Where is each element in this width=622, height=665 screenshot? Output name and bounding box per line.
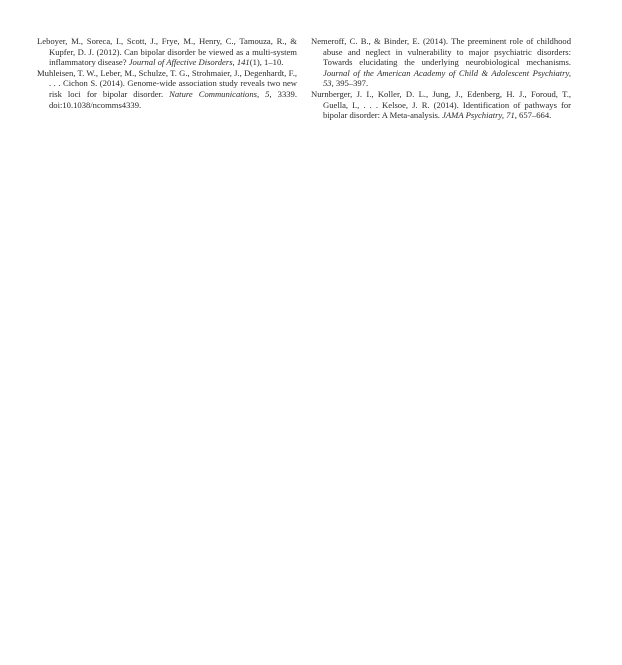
reference-authors: Leboyer, M., Soreca, I., Scott, J., Frye, M., Henry, C., Tamouza, R., & Kupfer, D. J. (2012).: [37, 36, 297, 57]
reference-issue: , 657–664.: [514, 110, 552, 121]
reference-issue: , 3339. doi:10.1038/ncomms4339.: [49, 88, 297, 110]
reference-title: Genome-wide association study reveals two new risk loci for bipolar disorder.: [49, 78, 298, 99]
reference-title: Can bipolar disorder be viewed as a multi-system inflammatory disease?: [49, 46, 297, 68]
reference-journal: Nature Communications, 5: [169, 88, 270, 99]
reference-entry-muhleisen: [37, 68, 297, 110]
reference-title: The preeminent role of childhood abuse and neglect in vulnerability to major psychiatric disorders: Towards elucidating the underlying neurobiological mechanisms.: [323, 36, 572, 68]
reference-authors: Nemeroff, C. B., & Binder, E. (2014).: [311, 36, 449, 46]
reference-journal: JAMA Psychiatry, 71: [442, 110, 515, 121]
reference-issue: (1), 1–10.: [249, 57, 284, 68]
reference-title: Identification of pathways for bipolar disorder: A Meta-analysis.: [323, 99, 572, 121]
reference-authors: Muhleisen, T. W., Leber, M., Schulze, T. G., Strohmaier, J., Degenhardt, F., . . . Cichon S. (2014).: [37, 67, 297, 89]
reference-authors: Nurnberger, J. I., Koller, D. L., Jung, J., Edenberg, H. J., Foroud, T., Guella, I., . . . Kelsoe, J. R. (2014).: [311, 88, 571, 110]
reference-entry-leboyer: [37, 36, 297, 68]
references-column-right: [311, 36, 571, 121]
reference-journal: Journal of the American Academy of Child & Adolescent Psychiatry, 53: [323, 67, 571, 89]
reference-issue: , 395–397.: [331, 78, 369, 89]
reference-journal: Journal of Affective Disorders, 141: [128, 57, 250, 68]
reference-entry-nemeroff: [311, 36, 571, 89]
reference-entry-nurnberger: [311, 89, 571, 121]
references-column-left: [37, 36, 297, 110]
